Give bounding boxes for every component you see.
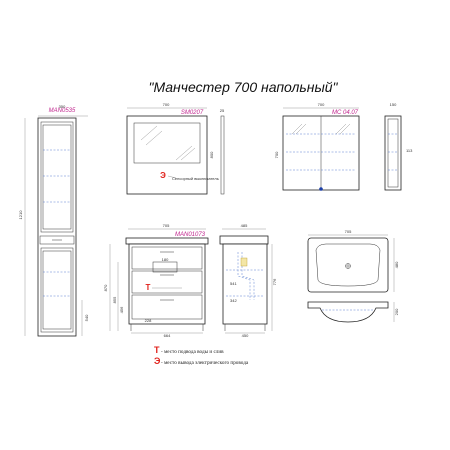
mirror-cabinet-drawing [274,102,413,191]
mirror-width: 700 [162,102,170,107]
vanity-front-drawing [103,223,208,338]
cabinet-side-shelf: 113 [406,148,413,153]
cabinet-side-view [385,116,401,190]
cabinet-height: 700 [274,151,279,159]
side-dim-c: 342 [230,298,237,303]
mirror-side-depth: 25 [219,108,225,113]
vanity-dim-a: 855 [112,296,117,304]
side-dim-d: 450 [241,333,249,338]
pencil-depth: 540 [84,314,89,322]
vanity-code: MAN01073 [174,232,206,238]
sink-drawing [308,229,399,322]
mirror-height: 800 [209,151,214,159]
sensor-switch-note: Сенсорный выключатель [172,176,219,181]
side-dim-a: 776 [272,278,277,286]
vanity-side-drawing [220,223,277,338]
mirror-drawing [127,102,225,194]
pencil-height: 1210 [18,210,23,220]
mirror-side-view [221,116,224,194]
sink-height: 200 [394,308,399,316]
vanity-body [129,244,205,324]
pencil-body [38,118,76,336]
sink-side-view [308,302,388,322]
vanity-dim-b: 456 [119,306,124,314]
vanity-base: 664 [163,333,171,338]
vanity-dim-c: 228 [144,318,152,323]
legend [154,345,249,366]
legend-electric-marker: Э [154,356,161,366]
vanity-width: 705 [162,223,170,228]
pencil-width: 350 [58,104,66,109]
vanity-height: 870 [103,284,108,292]
side-width: 485 [240,223,248,228]
cabinet-code: MC 04.07 [331,110,359,116]
side-top [220,236,268,244]
legend-water-text: - место подвода воды и слив [161,349,224,355]
legend-water-marker: Т [154,345,160,355]
electric-marker-mirror: Э [160,171,166,180]
drawing-title: "Манчестер 700 напольный" [148,79,338,95]
pencil-code: MAN0535 [48,108,76,114]
sink-width: 705 [344,229,352,234]
vanity-inner: 180 [161,257,169,262]
legend-electric-text: - место вывода электрического провода [161,360,249,366]
cabinet-width: 700 [317,102,325,107]
cabinet-side-width: 150 [389,102,397,107]
sink-depth: 480 [394,261,399,269]
mirror-body [127,116,207,194]
vanity-top [126,238,208,244]
side-dim-b: 541 [230,281,237,286]
water-marker-vanity: Т [145,283,151,292]
mirror-code: SM0207 [180,110,204,116]
pencil-case-drawing [18,104,89,336]
